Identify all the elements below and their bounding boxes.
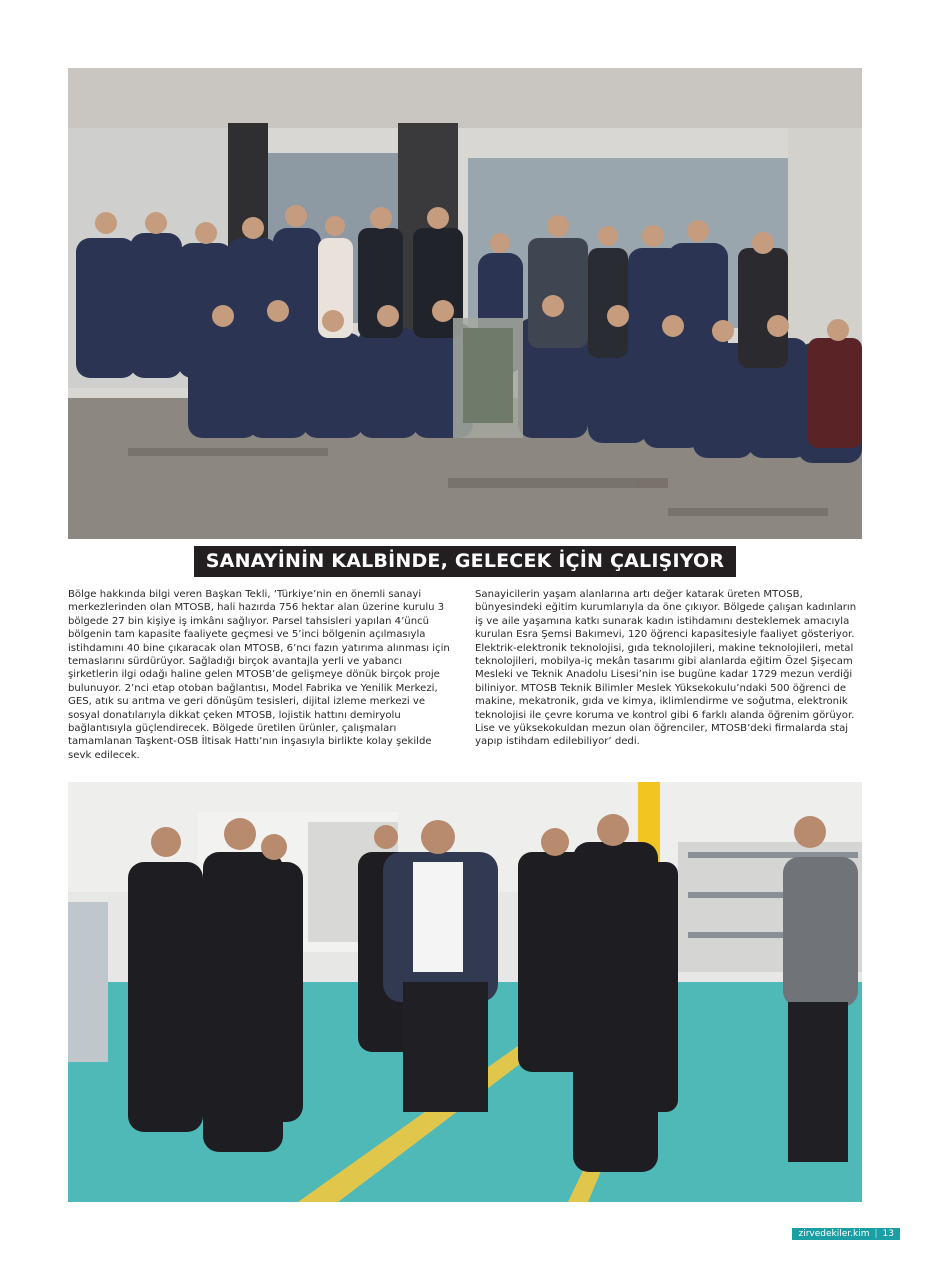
footer-site: zirvedekiler.kim xyxy=(798,1229,870,1239)
group-photo xyxy=(68,68,862,539)
article-headline: SANAYİNİN KALBİNDE, GELECEK İÇİN ÇALIŞIYOR xyxy=(194,546,736,577)
page-number: 13 xyxy=(882,1229,894,1239)
paragraph-left: Bölge hakkında bilgi veren Başkan Tekli, ‘Türkiye’nin en önemli sanayi merkezlerinden olan MTOSB, hali hazırda 756 hektar alan üzerine kurulu 3 bölgede 27 bin kişiye iş imkânı sağlıyor. Parsel tahsisleri yapılan 4’üncü bölgenin tam kapasite faaliyete geçmesi ve 5’inci bölgenin açılmasıyla istihdamını 40 bine çıkaracak olan MTOSB, 6’ncı fazın yatırıma alınması için temaslarını sürdürüyor. Sağladığı birçok avantajla yerli ve yabancı şirketlerin ilgi odağı haline gelen MTOSB’de gelişmeye dönük birçok proje bulunuyor. 2’nci etap otoban bağlantısı, Model Fabrika ve Yenilik Merkezi, GES, atık su arıtma ve geri dönüşüm tesisleri, dijital izleme merkezi ve sosyal donatılarıyla dikkat çeken MTOSB, lojistik hattını demiryolu bağlantısıyla güçlendirecek. Bölgede üretilen ürünler, çalışmaları tamamlanan Taşkent-OSB İltisak Hattı’nın inşasıyla birlikte kolay şekilde sevk edilecek. xyxy=(68,589,450,761)
workshop-photo xyxy=(68,782,862,1202)
page-footer xyxy=(792,1228,900,1240)
article-column-right xyxy=(475,588,862,762)
article-column-left xyxy=(68,588,455,762)
paragraph-right: Sanayicilerin yaşam alanlarına artı değer katarak üreten MTOSB, bünyesindeki eğitim kurumlarıyla da öne çıkıyor. Bölgede çalışan kadınların iş ve aile yaşamına katkı sunarak kadın istihdamını desteklemek amacıyla kurulan Esra Şemsi Bakımevi, 120 öğrenci kapasitesiyle faaliyet gösteriyor. Elektrik-elektronik teknolojisi, gıda teknolojileri, makine teknolojileri, metal teknolojileri, mobilya-iç mekân tasarımı gibi alanlarda eğitim Özel Şişecam Mesleki ve Teknik Anadolu Lisesi’nin ise bugüne kadar 1729 mezun verdiği biliniyor. MTOSB Teknik Bilimler Meslek Yüksekokulu’ndaki 500 öğrenci de makine, mekatronik, gıda ve kimya, iklimlendirme ve soğutma, elektronik teknolojisi ile çevre koruma ve kontrol gibi 6 farklı alanda öğrenim görüyor. Lise ve yüksekokuldan mezun olan öğrenciler, MTOSB’deki firmalarda staj yapıp istihdam edilebiliyor’ dedi. xyxy=(475,589,857,748)
footer-divider: | xyxy=(874,1229,878,1239)
